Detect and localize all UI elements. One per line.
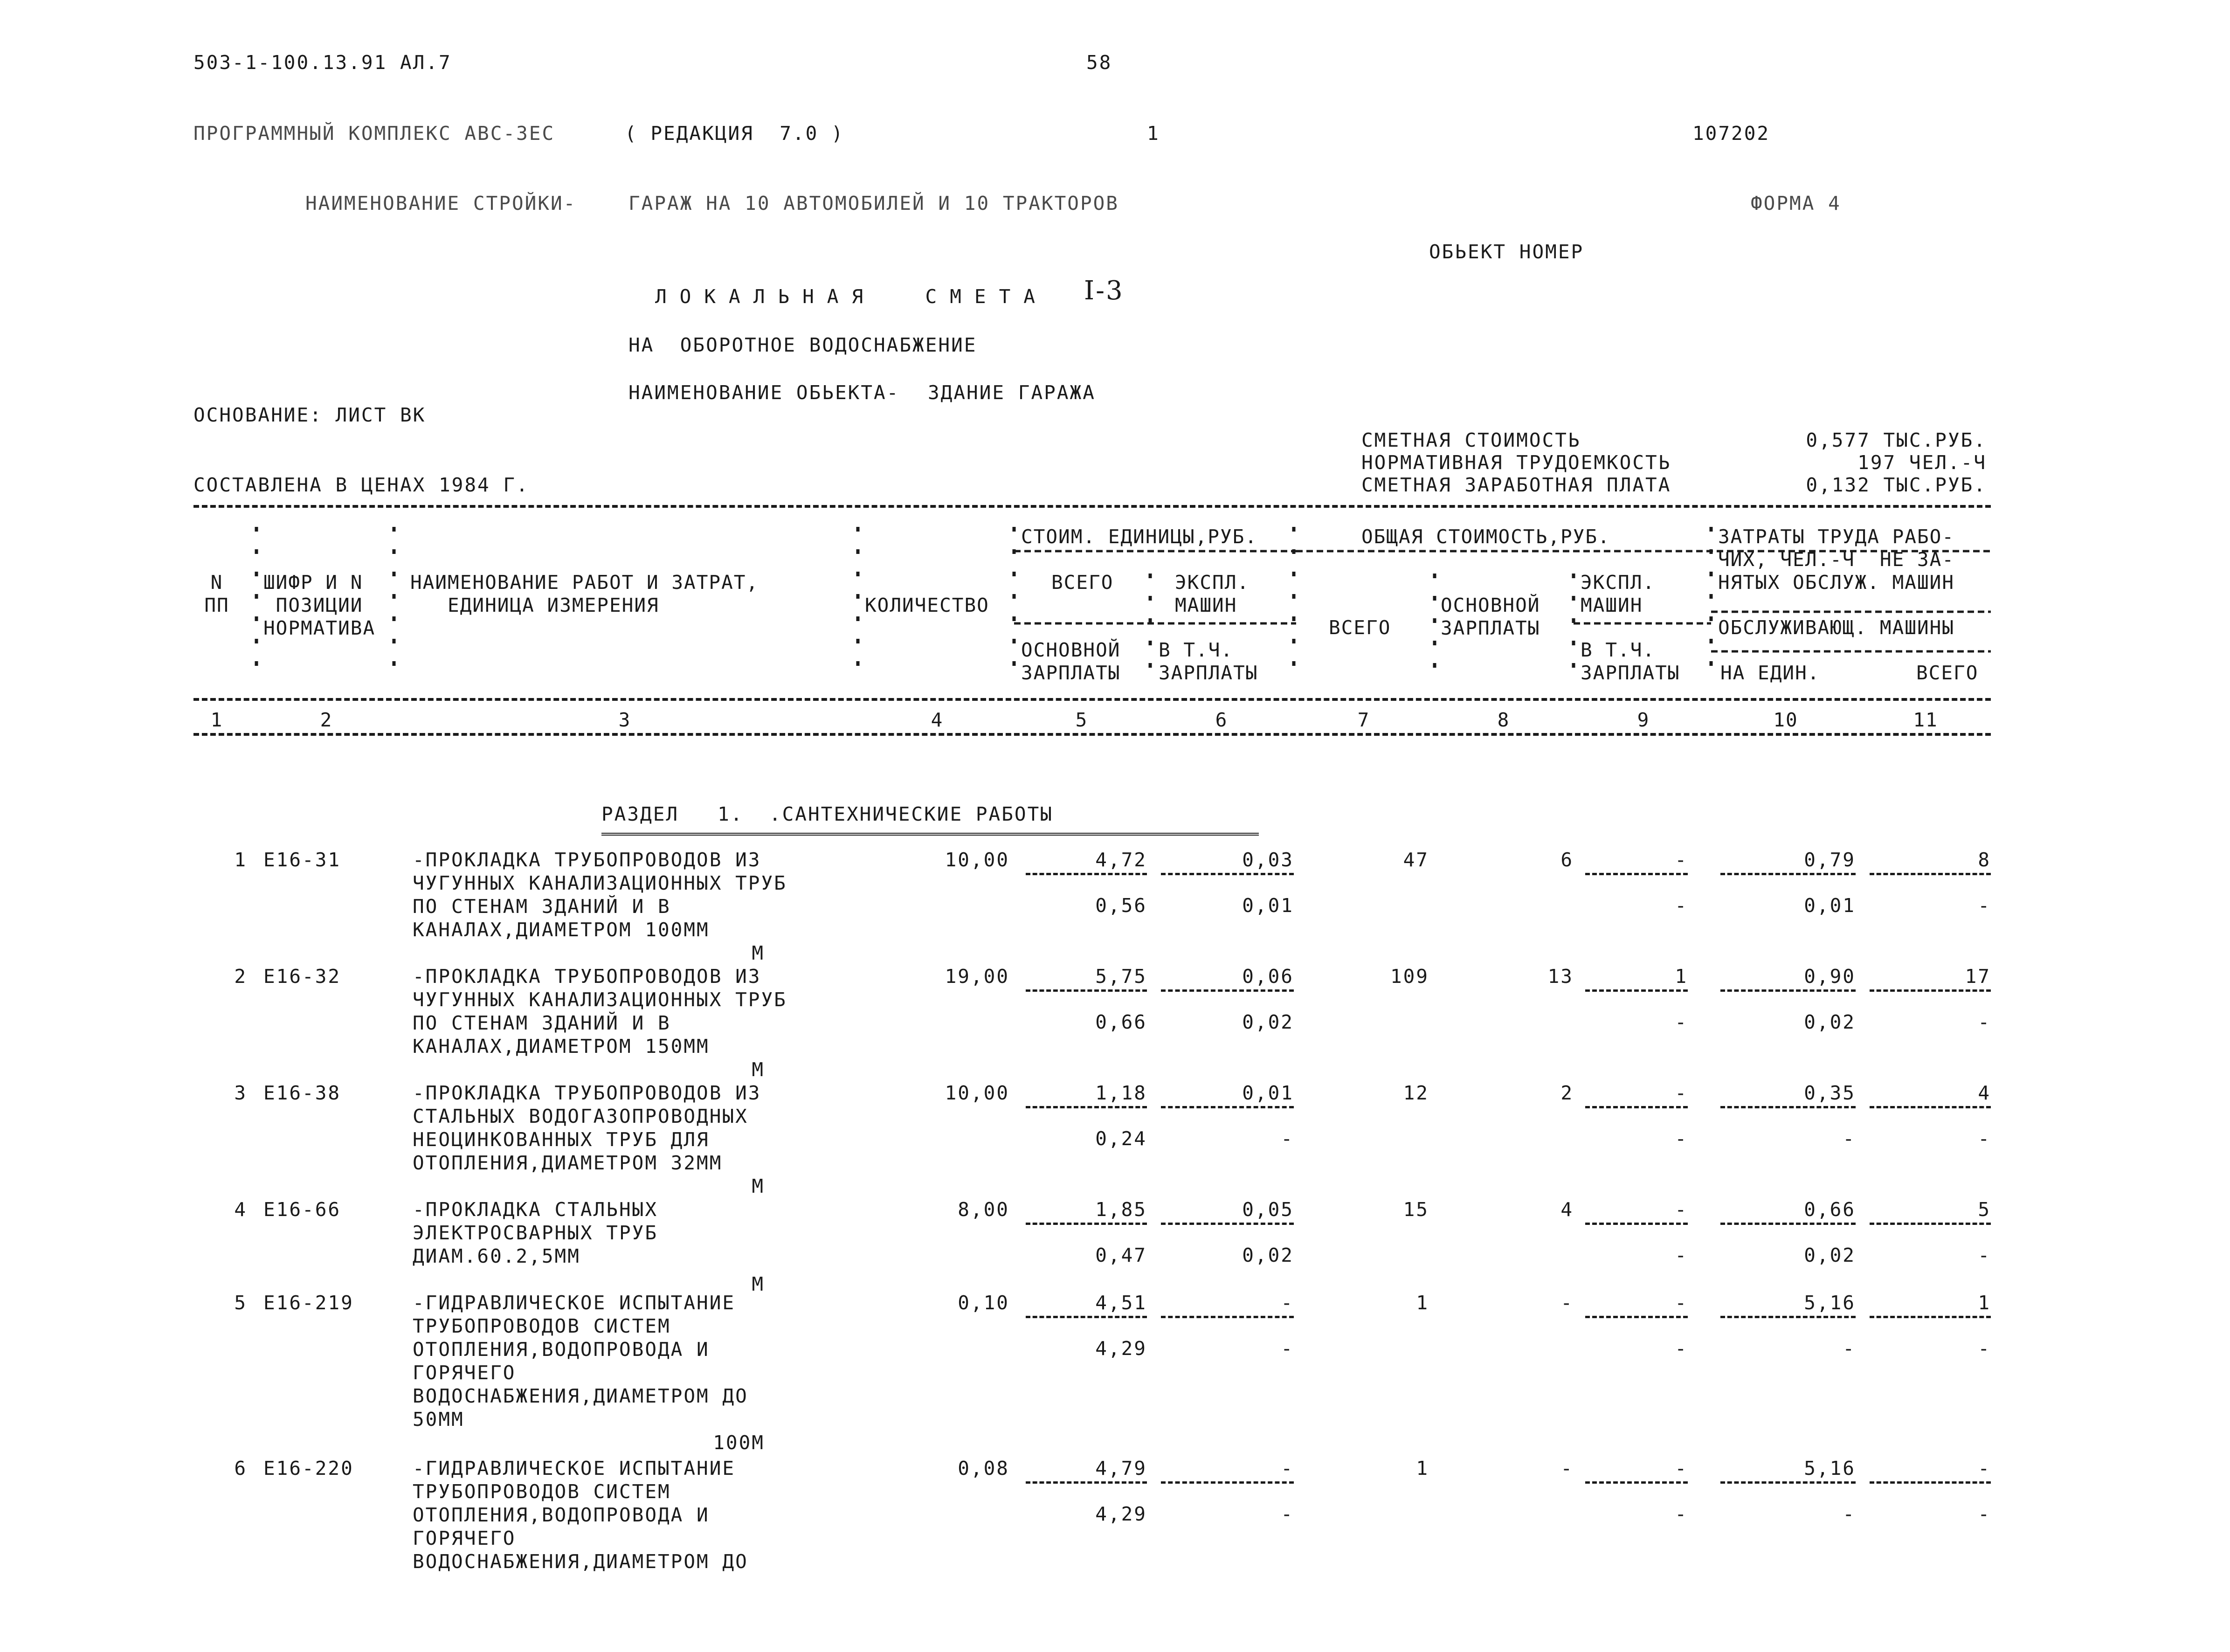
row-work-name: -ГИДРАВЛИЧЕСКОЕ ИСПЫТАНИЕ	[413, 1292, 736, 1314]
row-unit-mach: 0,01	[1242, 1082, 1294, 1104]
row-labor-unit: 5,16	[1804, 1292, 1856, 1314]
row-unit-mach: -	[1281, 1292, 1294, 1314]
row-labor-unit-service: -	[1843, 1127, 1856, 1150]
row-unit-wage: 4,29	[1095, 1337, 1147, 1360]
construction-label: НАИМЕНОВАНИЕ СТРОЙКИ-	[305, 192, 577, 214]
row-subrule	[1026, 873, 1147, 875]
col-number-2: 2	[320, 709, 333, 731]
col-number-4: 4	[931, 709, 944, 731]
row-work-name: -ПРОКЛАДКА ТРУБОПРОВОДОВ ИЗ	[413, 849, 761, 871]
doc-code: 503-1-100.13.91 АЛ.7	[193, 51, 452, 74]
row-work-name: ГОРЯЧЕГО	[413, 1362, 516, 1384]
row-work-name: -ПРОКЛАДКА СТАЛЬНЫХ	[413, 1198, 658, 1221]
prices-year: СОСТАВЛЕНА В ЦЕНАХ 1984 Г.	[193, 474, 529, 496]
col-header-labor-unit: НА ЕДИН.	[1720, 662, 1820, 684]
row-work-name: КАНАЛАХ,ДИАМЕТРОМ 150ММ	[413, 1035, 710, 1058]
row-subrule	[1870, 1223, 1991, 1225]
row-unit-mach-wage: -	[1281, 1503, 1294, 1525]
row-unit: М	[752, 1058, 765, 1081]
object-name: ЗДАНИЕ ГАРАЖА	[928, 381, 1096, 404]
row-work-name: ОТОПЛЕНИЯ,ВОДОПРОВОДА И	[413, 1338, 710, 1361]
summary-value-1: 0,577 ТЫС.РУБ.	[1806, 429, 1987, 451]
col-header-total-cost: ОБЩАЯ СТОИМОСТЬ,РУБ.	[1361, 525, 1610, 548]
row-total-all: 47	[1403, 849, 1429, 871]
row-unit: 100М	[713, 1431, 765, 1454]
col-header-unit-total: ВСЕГО	[1051, 571, 1114, 594]
row-subrule	[1720, 1481, 1856, 1484]
row-total-mach: -	[1675, 1082, 1688, 1104]
col-number-7: 7	[1357, 709, 1370, 731]
document-code: 107202	[1692, 122, 1770, 145]
row-quantity: 10,00	[945, 849, 1009, 871]
row-labor-total-service: -	[1978, 1337, 1991, 1360]
row-code: Е16-32	[263, 965, 341, 988]
row-work-name: СТАЛЬНЫХ ВОДОГАЗОПРОВОДНЫХ	[413, 1105, 748, 1127]
header-mid-rule	[193, 698, 1991, 701]
row-work-name: ГОРЯЧЕГО	[413, 1527, 516, 1549]
row-total-mach: -	[1675, 849, 1688, 871]
estimate-title: ЛОКАЛЬНАЯ СМЕТА	[655, 285, 1048, 308]
row-code: Е16-31	[263, 849, 341, 871]
row-unit-wage: 0,24	[1095, 1127, 1147, 1150]
summary-value-3: 0,132 ТЫС.РУБ.	[1806, 474, 1987, 496]
row-subrule	[1585, 1106, 1688, 1108]
row-code: Е16-66	[263, 1198, 341, 1221]
col-header-number: N ПП	[204, 571, 229, 616]
col-number-8: 8	[1497, 709, 1510, 731]
col-header-total-all: ВСЕГО	[1329, 616, 1391, 639]
row-work-name: ТРУБОПРОВОДОВ СИСТЕМ	[413, 1315, 671, 1337]
row-labor-total-service: -	[1978, 1127, 1991, 1150]
row-work-name: ЧУГУННЫХ КАНАЛИЗАЦИОННЫХ ТРУБ	[413, 872, 787, 894]
construction-name: ГАРАЖ НА 10 АВТОМОБИЛЕЙ И 10 ТРАКТОРОВ	[628, 192, 1119, 214]
row-subrule	[1870, 1481, 1991, 1484]
col-header-total-wage: ОСНОВНОЙ ЗАРПЛАТЫ	[1441, 594, 1540, 639]
row-total-wage: 6	[1560, 849, 1574, 871]
col-header-total-mach: ЭКСПЛ. МАШИН	[1581, 571, 1656, 616]
row-subrule	[1720, 1223, 1856, 1225]
row-unit-total: 1,85	[1095, 1198, 1147, 1221]
row-subrule	[1585, 1223, 1688, 1225]
row-labor-total-service: -	[1978, 1244, 1991, 1266]
row-unit-mach: 0,05	[1242, 1198, 1294, 1221]
row-total-wage: -	[1560, 1292, 1574, 1314]
row-unit-wage: 0,47	[1095, 1244, 1147, 1266]
section-title: РАЗДЕЛ 1. .САНТЕХНИЧЕСКИЕ РАБОТЫ	[601, 803, 1053, 825]
row-number: 5	[234, 1292, 247, 1314]
row-labor-unit-service: 0,02	[1804, 1244, 1856, 1266]
row-quantity: 8,00	[958, 1198, 1009, 1221]
row-labor-unit-service: -	[1843, 1503, 1856, 1525]
row-total-mach-wage: -	[1675, 1127, 1688, 1150]
page-number: 58	[1086, 51, 1112, 74]
row-work-name: ЧУГУННЫХ КАНАЛИЗАЦИОННЫХ ТРУБ	[413, 988, 787, 1011]
row-total-mach: -	[1675, 1198, 1688, 1221]
row-quantity: 0,10	[958, 1292, 1009, 1314]
col-number-10: 10	[1773, 709, 1798, 731]
basis: ОСНОВАНИЕ: ЛИСТ ВК	[193, 404, 426, 426]
row-labor-unit: 0,66	[1804, 1198, 1856, 1221]
row-labor-total: 17	[1965, 965, 1991, 988]
row-work-name: НЕОЦИНКОВАННЫХ ТРУБ ДЛЯ	[413, 1128, 710, 1151]
row-number: 3	[234, 1082, 247, 1104]
row-unit-total: 1,18	[1095, 1082, 1147, 1104]
row-total-wage: 2	[1560, 1082, 1574, 1104]
row-subrule	[1585, 1481, 1688, 1484]
col-header-labor-total: ВСЕГО	[1916, 662, 1979, 684]
program-name: ПРОГРАММНЫЙ КОМПЛЕКС АВС-3ЕС	[193, 122, 555, 145]
row-subrule	[1720, 1106, 1856, 1108]
col-header-labor-service: ОБСЛУЖИВАЮЩ. МАШИНЫ	[1718, 616, 1954, 639]
row-quantity: 19,00	[945, 965, 1009, 988]
summary-value-2: 197 ЧЕЛ.-Ч	[1857, 451, 1987, 474]
row-labor-unit-service: 0,01	[1804, 894, 1856, 917]
row-unit: М	[752, 1175, 765, 1197]
row-subrule	[1585, 1316, 1688, 1318]
row-subrule	[1585, 873, 1688, 875]
row-subrule	[1161, 1316, 1294, 1318]
row-unit-mach-wage: 0,02	[1242, 1011, 1294, 1033]
row-labor-total-service: -	[1978, 1011, 1991, 1033]
row-quantity: 10,00	[945, 1082, 1009, 1104]
row-unit: М	[752, 942, 765, 964]
col-number-5: 5	[1075, 709, 1088, 731]
row-total-all: 15	[1403, 1198, 1429, 1221]
row-work-name: ОТОПЛЕНИЯ,ВОДОПРОВОДА И	[413, 1504, 710, 1526]
row-subrule	[1870, 989, 1991, 992]
row-total-mach-wage: -	[1675, 1244, 1688, 1266]
row-labor-unit-service: -	[1843, 1337, 1856, 1360]
estimate-number: I-3	[1084, 276, 1124, 306]
row-labor-unit: 0,35	[1804, 1082, 1856, 1104]
row-work-name: ТРУБОПРОВОДОВ СИСТЕМ	[413, 1480, 671, 1503]
estimate-subject: НА ОБОРОТНОЕ ВОДОСНАБЖЕНИЕ	[628, 334, 977, 356]
row-number: 6	[234, 1457, 247, 1479]
row-subrule	[1720, 989, 1856, 992]
row-subrule	[1026, 989, 1147, 992]
col-header-quantity: КОЛИЧЕСТВО	[865, 594, 989, 616]
row-labor-unit: 0,90	[1804, 965, 1856, 988]
col-header-unit-wage: ОСНОВНОЙ ЗАРПЛАТЫ	[1021, 639, 1121, 684]
row-unit-mach-wage: 0,01	[1242, 894, 1294, 917]
row-unit-mach: 0,06	[1242, 965, 1294, 988]
summary-label-3: СМЕТНАЯ ЗАРАБОТНАЯ ПЛАТА	[1361, 474, 1671, 496]
col-number-3: 3	[618, 709, 631, 731]
program-edition: ( РЕДАКЦИЯ 7.0 )	[625, 122, 844, 145]
row-total-mach: -	[1675, 1292, 1688, 1314]
row-quantity: 0,08	[958, 1457, 1009, 1479]
row-work-name: ДИАМ.60.2,5ММ	[413, 1245, 580, 1267]
row-number: 4	[234, 1198, 247, 1221]
row-number: 1	[234, 849, 247, 871]
row-total-mach-wage: -	[1675, 894, 1688, 917]
col-number-11: 11	[1913, 709, 1938, 731]
row-work-name: -ГИДРАВЛИЧЕСКОЕ ИСПЫТАНИЕ	[413, 1457, 736, 1479]
row-code: Е16-38	[263, 1082, 341, 1104]
form-number: ФОРМА 4	[1751, 192, 1841, 214]
row-subrule	[1161, 1481, 1294, 1484]
row-subrule	[1026, 1106, 1147, 1108]
row-labor-total-service: -	[1978, 894, 1991, 917]
row-unit-mach: -	[1281, 1457, 1294, 1479]
row-unit-mach: 0,03	[1242, 849, 1294, 871]
row-number: 2	[234, 965, 247, 988]
row-work-name: ВОДОСНАБЖЕНИЯ,ДИАМЕТРОМ ДО	[413, 1550, 748, 1573]
row-total-mach-wage: -	[1675, 1337, 1688, 1360]
row-labor-total: 1	[1978, 1292, 1991, 1314]
col-number-1: 1	[210, 709, 223, 731]
row-total-all: 109	[1390, 965, 1429, 988]
row-unit-total: 4,79	[1095, 1457, 1147, 1479]
col-header-labor: ЗАТРАТЫ ТРУДА РАБО- ЧИХ, ЧЕЛ.-Ч НЕ ЗА- НЯТЫХ ОБСЛУЖ. МАШИН	[1718, 525, 1954, 594]
row-unit-mach-wage: 0,02	[1242, 1244, 1294, 1266]
row-labor-unit: 0,79	[1804, 849, 1856, 871]
header-bottom-rule	[193, 733, 1991, 736]
row-total-all: 12	[1403, 1082, 1429, 1104]
row-labor-total: 5	[1978, 1198, 1991, 1221]
row-unit-wage: 0,66	[1095, 1011, 1147, 1033]
col-header-unit-incl: В Т.Ч. ЗАРПЛАТЫ	[1159, 639, 1258, 684]
row-subrule	[1026, 1316, 1147, 1318]
section-underline	[601, 833, 1259, 839]
row-work-name: ЭЛЕКТРОСВАРНЫХ ТРУБ	[413, 1222, 658, 1244]
row-work-name: КАНАЛАХ,ДИАМЕТРОМ 100ММ	[413, 919, 710, 941]
row-total-all: 1	[1416, 1457, 1429, 1479]
row-subrule	[1720, 1316, 1856, 1318]
row-unit-wage: 4,29	[1095, 1503, 1147, 1525]
row-total-wage: 4	[1560, 1198, 1574, 1221]
row-subrule	[1870, 1316, 1991, 1318]
object-label: НАИМЕНОВАНИЕ ОБЬЕКТА-	[628, 381, 900, 404]
row-unit-total: 4,72	[1095, 849, 1147, 871]
row-code: Е16-219	[263, 1292, 354, 1314]
col-header-name: НАИМЕНОВАНИЕ РАБОТ И ЗАТРАТ, ЕДИНИЦА ИЗМЕРЕНИЯ	[410, 571, 759, 616]
row-subrule	[1585, 989, 1688, 992]
row-labor-total: 4	[1978, 1082, 1991, 1104]
row-labor-total-service: -	[1978, 1503, 1991, 1525]
row-total-mach-wage: -	[1675, 1503, 1688, 1525]
row-work-name: 50ММ	[413, 1408, 464, 1431]
row-work-name: ПО СТЕНАМ ЗДАНИЙ И В	[413, 895, 671, 918]
row-labor-total: 8	[1978, 849, 1991, 871]
row-subrule	[1161, 989, 1294, 992]
row-subrule	[1161, 873, 1294, 875]
row-subrule	[1161, 1223, 1294, 1225]
summary-label-1: СМЕТНАЯ СТОИМОСТЬ	[1361, 429, 1581, 451]
col-number-6: 6	[1215, 709, 1228, 731]
summary-label-2: НОРМАТИВНАЯ ТРУДОЕМКОСТЬ	[1361, 451, 1671, 474]
col-header-unit-mach: ЭКСПЛ. МАШИН	[1175, 571, 1250, 616]
row-work-name: -ПРОКЛАДКА ТРУБОПРОВОДОВ ИЗ	[413, 1082, 761, 1104]
row-work-name: ОТОПЛЕНИЯ,ДИАМЕТРОМ 32ММ	[413, 1152, 723, 1174]
row-labor-total: -	[1978, 1457, 1991, 1479]
row-work-name: -ПРОКЛАДКА ТРУБОПРОВОДОВ ИЗ	[413, 965, 761, 988]
row-total-wage: 13	[1547, 965, 1574, 988]
row-work-name: ПО СТЕНАМ ЗДАНИЙ И В	[413, 1012, 671, 1034]
row-subrule	[1870, 1106, 1991, 1108]
col-number-9: 9	[1637, 709, 1650, 731]
row-work-name: ВОДОСНАБЖЕНИЯ,ДИАМЕТРОМ ДО	[413, 1385, 748, 1407]
col-header-code: ШИФР И N ПОЗИЦИИ НОРМАТИВА	[263, 571, 376, 639]
row-unit-wage: 0,56	[1095, 894, 1147, 917]
row-subrule	[1161, 1106, 1294, 1108]
object-number: ОБЬЕКТ НОМЕР	[1429, 241, 1584, 263]
row-subrule	[1870, 873, 1991, 875]
row-total-mach-wage: -	[1675, 1011, 1688, 1033]
row-total-all: 1	[1416, 1292, 1429, 1314]
row-unit-total: 5,75	[1095, 965, 1147, 988]
row-total-wage: -	[1560, 1457, 1574, 1479]
row-total-mach: -	[1675, 1457, 1688, 1479]
row-unit: М	[752, 1273, 765, 1295]
row-subrule	[1026, 1481, 1147, 1484]
row-labor-unit: 5,16	[1804, 1457, 1856, 1479]
row-total-mach: 1	[1675, 965, 1688, 988]
sheet-number: 1	[1147, 122, 1160, 145]
col-header-unit-cost: СТОИМ. ЕДИНИЦЫ,РУБ.	[1021, 525, 1257, 548]
row-subrule	[1720, 873, 1856, 875]
col-header-total-incl: В Т.Ч. ЗАРПЛАТЫ	[1581, 639, 1680, 684]
row-labor-unit-service: 0,02	[1804, 1011, 1856, 1033]
row-code: Е16-220	[263, 1457, 354, 1479]
row-subrule	[1026, 1223, 1147, 1225]
row-unit-total: 4,51	[1095, 1292, 1147, 1314]
row-unit-mach-wage: -	[1281, 1127, 1294, 1150]
row-unit-mach-wage: -	[1281, 1337, 1294, 1360]
